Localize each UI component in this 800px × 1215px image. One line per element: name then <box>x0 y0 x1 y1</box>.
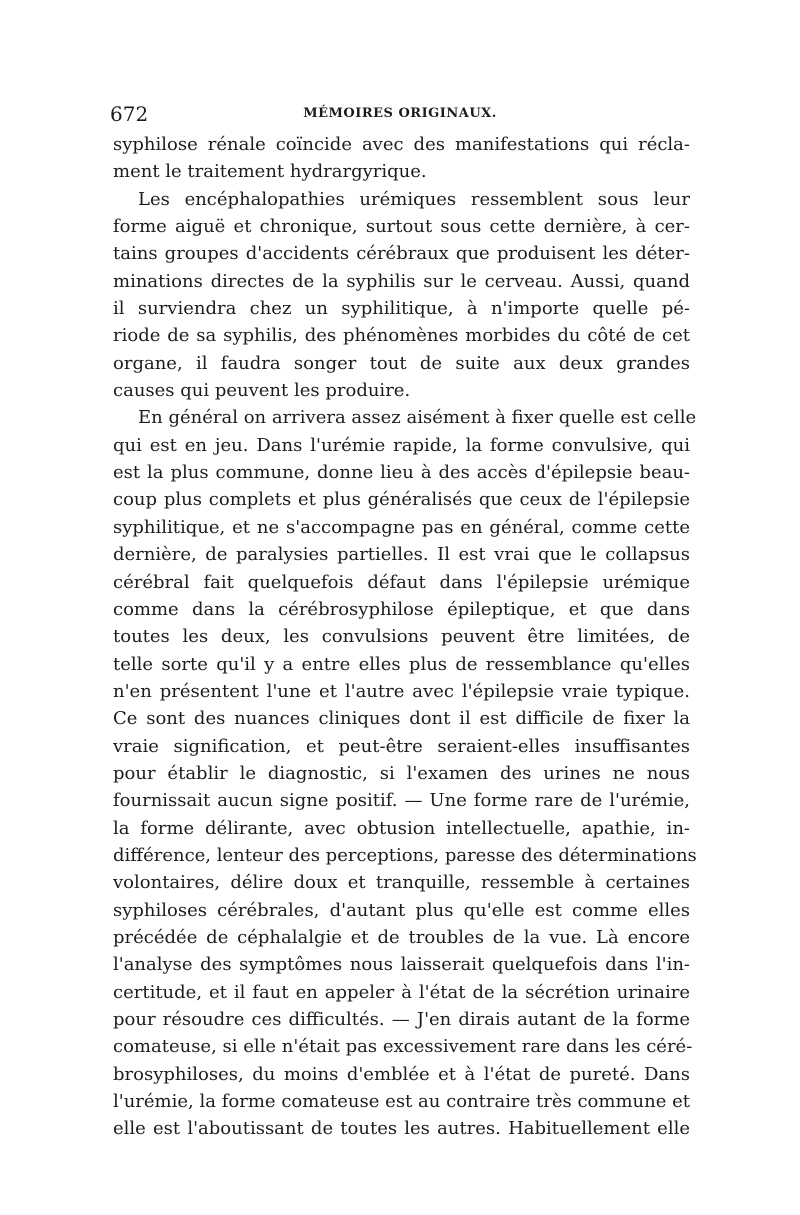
text-line: pour résoudre ces difficultés. — J'en dirais autant de la forme <box>113 1009 690 1030</box>
text-line: qui est en jeu. Dans l'urémie rapide, la forme convulsive, qui <box>113 434 690 456</box>
text-line: précédée de céphalalgie et de troubles de la vue. Là encore <box>113 926 690 948</box>
text-line: riode de sa syphilis, des phénomènes morbides du côté de cet <box>113 325 690 347</box>
text-line: l'analyse des symptômes nous laisserait quelquefois dans l'in- <box>113 954 690 976</box>
text-line: la forme délirante, avec obtusion intellectuelle, apathie, in- <box>113 817 690 839</box>
text-line: ment le traitement hydrargyrique. <box>113 161 427 183</box>
text-line: certitude, et il faut en appeler à l'état de la sécrétion urinaire <box>113 981 690 1003</box>
text-line: différence, lenteur des perceptions, paresse des déterminations <box>113 844 697 866</box>
running-title: MÉMOIRES ORIGINAUX. <box>303 106 497 121</box>
text-line: minations directes de la syphilis sur le cerveau. Aussi, quand <box>113 270 690 292</box>
text-line: elle est l'aboutissant de toutes les autres. Habituellement elle <box>113 1118 690 1140</box>
text-line: En général on arrivera assez aisément à fixer quelle est celle <box>138 407 697 429</box>
text-line: fournissait aucun signe positif. — Une forme rare de l'urémie, <box>113 790 690 812</box>
body-text <box>113 131 697 1143</box>
text-line: il surviendra chez un syphilitique, à n'importe quelle pé- <box>113 298 690 320</box>
page-header <box>110 99 690 129</box>
text-line: telle sorte qu'il y a entre elles plus de ressemblance qu'elles <box>113 653 690 675</box>
text-line: l'urémie, la forme comateuse est au contraire très commune et <box>113 1091 690 1113</box>
text-line: brosyphiloses, du moins d'emblée et à l'état de pureté. Dans <box>113 1063 690 1085</box>
text-line: dernière, de paralysies partielles. Il est vrai que le collapsus <box>113 544 690 566</box>
text-line: syphilose rénale coïncide avec des manifestations qui récla- <box>113 134 690 155</box>
text-line: Les encéphalopathies urémiques ressemblent sous leur <box>138 188 690 210</box>
text-line: n'en présentent l'une et l'autre avec l'épilepsie vraie typique. <box>113 680 690 702</box>
text-line: toutes les deux, les convulsions peuvent être limitées, de <box>113 626 690 648</box>
page-number: 672 <box>110 102 149 126</box>
text-line: pour établir le diagnostic, si l'examen des urines ne nous <box>113 762 690 784</box>
text-line: causes qui peuvent les produire. <box>113 380 411 402</box>
text-line: Ce sont des nuances cliniques dont il est difficile de fixer la <box>113 708 690 730</box>
text-line: vraie signification, et peut-être seraient-elles insuffisantes <box>113 735 690 757</box>
text-line: coup plus complets et plus généralisés que ceux de l'épilepsie <box>113 489 690 511</box>
text-line: syphiloses cérébrales, d'autant plus qu'elle est comme elles <box>113 899 690 921</box>
text-line: comateuse, si elle n'était pas excessivement rare dans les céré- <box>113 1036 693 1058</box>
text-line: volontaires, délire doux et tranquille, ressemble à certaines <box>113 872 690 894</box>
text-line: forme aiguë et chronique, surtout sous cette dernière, à cer- <box>113 216 690 238</box>
text-line: est la plus commune, donne lieu à des accès d'épilepsie beau- <box>113 462 690 484</box>
text-line: syphilitique, et ne s'accompagne pas en général, comme cette <box>113 516 690 538</box>
text-line: comme dans la cérébrosyphilose épileptique, et que dans <box>113 598 690 620</box>
text-line: cérébral fait quelquefois défaut dans l'épilepsie urémique <box>113 571 690 593</box>
text-line: organe, il faudra songer tout de suite aux deux grandes <box>113 352 690 374</box>
text-line: tains groupes d'accidents cérébraux que produisent les déter- <box>113 243 690 265</box>
